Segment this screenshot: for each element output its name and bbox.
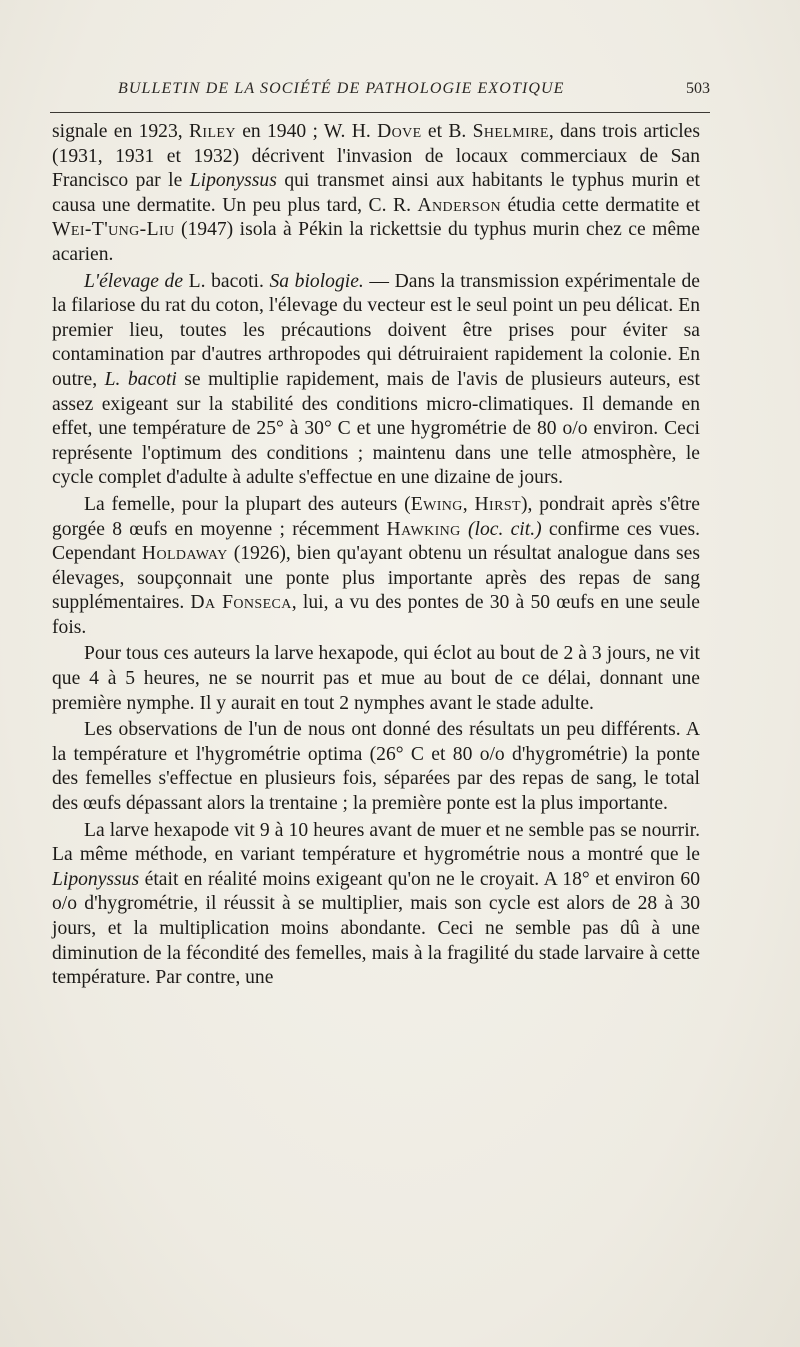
paragraph-p6 xyxy=(52,819,700,991)
text-run: (1947) isola à Pékin la rickettsie du typhus murin chez ce même acarien. xyxy=(52,219,700,265)
text-run: , dans trois articles (1931, 1931 et 1932) décrivent l'invasion de locaux commerciaux de San Francisco par le xyxy=(52,121,700,192)
text-run: La femelle, pour la plupart des auteurs ( xyxy=(84,493,411,515)
text-run: se multiplie rapidement, mais de l'avis de plusieurs auteurs, est assez exigeant sur la stabilité des conditions micro-climatiques. Il demande en effet, une température de 25° à 30° C et une hygrométrie de 80 o/o environ. Ceci représente l'optimum des conditions ; maintenu dans une telle atmosphère, le cycle complet d'adulte à adulte s'effectue en une dizaine de jours. xyxy=(52,368,700,489)
italic-text: L'élevage de xyxy=(84,270,184,292)
text-run: (1926), bien qu'ayant obtenu un résultat analogue dans ses élevages, soupçonnait une ponte plus importante après des repas de sang supplémentaires. xyxy=(52,543,700,614)
paragraph-p1 xyxy=(52,120,700,268)
text-run: signale en 1923, xyxy=(52,121,189,142)
text-run: Pour tous ces auteurs la larve hexapode, qui éclot au bout de 2 à 3 jours, ne vit que 4 à 5 heures, ne se nourrit pas et mue au bout de ce délai, donnant une première nymphe. Il y aurait en tout 2 nymphes avant le stade adulte. xyxy=(52,643,700,714)
italic-text: (loc. cit.) xyxy=(467,518,542,540)
author-name: Holdaway xyxy=(141,543,228,565)
paragraph-p3 xyxy=(52,493,700,641)
text-run: L. bacoti. xyxy=(183,270,270,292)
author-name: Da Fonseca xyxy=(190,592,292,614)
body-text xyxy=(52,120,700,993)
italic-text: Liponyssus xyxy=(189,170,277,192)
running-header xyxy=(50,80,710,104)
page-number: 503 xyxy=(686,80,710,97)
author-name: Anderson xyxy=(417,194,501,216)
text-run: ), pondrait après s'être gorgée 8 œufs en moyenne ; récemment xyxy=(52,493,700,540)
text-run: La larve hexapode vit 9 à 10 heures avant de muer et ne semble pas se nourrir. La même méthode, en variant température et hygrométrie nous a montré que le xyxy=(52,819,700,866)
italic-text: Sa biologie. xyxy=(269,270,364,292)
text-run: qui transmet ainsi aux habitants le typhus murin et causa une dermatite. Un peu plus tard, C. R. xyxy=(52,170,700,216)
text-run: confirme ces vues. Cependant xyxy=(52,518,700,565)
text-run: en 1940 ; W. H. xyxy=(235,121,378,142)
paragraph-p2 xyxy=(52,270,700,491)
text-run: étudia cette dermatite et xyxy=(500,194,700,216)
paragraph-p4 xyxy=(52,642,700,716)
text-run: et B. xyxy=(421,121,473,142)
italic-text: Liponyssus xyxy=(52,868,140,890)
italic-text: L. bacoti xyxy=(104,368,177,390)
text-run: , lui, a vu des pontes de 30 à 50 œufs en une seule fois. xyxy=(52,592,700,638)
text-run xyxy=(461,519,468,540)
author-name: Hirst xyxy=(474,493,521,515)
text-run: Les observations de l'un de nous ont donné des résultats un peu différents. A la température et l'hygrométrie optima (26° C et 80 o/o d'hygrométrie) la ponte des femelles s'effectue en plusieurs fois, séparées par des repas de sang, le total des œufs dépassant alors la trentaine ; la première ponte est la plus importante. xyxy=(52,719,700,815)
author-name: Riley xyxy=(188,121,236,142)
author-name: Shelmire xyxy=(472,121,549,142)
author-name: Ewing xyxy=(410,493,463,515)
author-name: Dove xyxy=(377,121,422,142)
text-run: était en réalité moins exigeant qu'on ne le croyait. A 18° et environ 60 o/o d'hygrométrie, il réussit à se multiplier, mais son cycle est alors de 28 à 30 jours, et la multiplication moins abondante. Ceci ne semble pas dû à une diminution de la fécondité des femelles, mais à la fragilité du stade larvaire à cette température. Par contre, une xyxy=(52,868,700,989)
text-run: , xyxy=(462,493,475,515)
journal-title: BULLETIN DE LA SOCIÉTÉ DE PATHOLOGIE EXOTIQUE xyxy=(118,80,565,97)
text-run: — Dans la transmission expérimentale de la filariose du rat du coton, l'élevage du vecteur est le seul point un peu délicat. En premier lieu, toutes les précautions doivent être prises pour éviter sa contamination par d'autres arthropodes qui détruiraient rapidement la colonie. En outre, xyxy=(52,270,700,390)
author-name: Wei-T'ung-Liu xyxy=(52,219,175,241)
header-rule xyxy=(50,112,710,113)
author-name: Hawking xyxy=(386,518,461,540)
paragraph-p5 xyxy=(52,718,700,816)
